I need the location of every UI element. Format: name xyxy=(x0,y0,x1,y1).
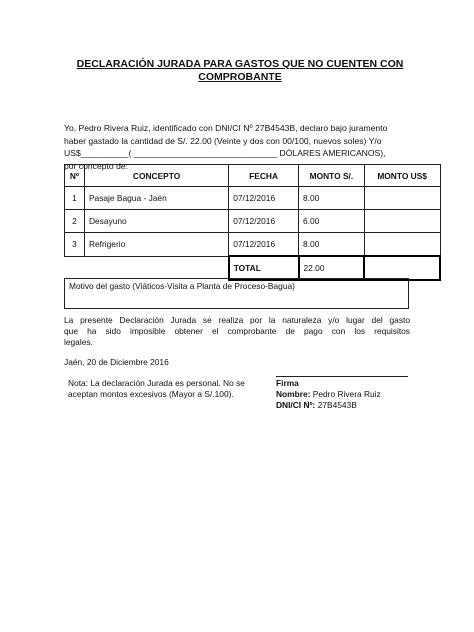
intro-line-2: haber gastado la cantidad de S/. 22.00 (Veinte y dos con 00/100, nuevos soles) Y/o xyxy=(64,135,382,146)
row-num: 2 xyxy=(65,210,85,233)
row-fecha: 07/12/2016 xyxy=(229,233,299,257)
firma-label: Firma xyxy=(276,378,299,388)
intro-line-3: US$__________( ______________________________ DÓLARES AMERICANOS), xyxy=(64,148,386,158)
nota-line-1: Nota: La declaración Jurada es personal. No se xyxy=(68,378,245,388)
total-blank xyxy=(65,256,85,280)
nota-line-2: aceptan montos excesivos (Mayor a S/.100). xyxy=(68,389,234,399)
nombre-label: Nombre: xyxy=(276,389,311,399)
row-concepto: Refrigerio xyxy=(84,233,228,257)
header-monto-usd: MONTO US$ xyxy=(364,165,440,187)
row-monto-soles: 6.00 xyxy=(299,210,365,233)
row-concepto: Pasaje Bagua - Jaén xyxy=(84,187,228,210)
presente-line-2: que ha sido imposible obtener el comprobante de pago con los requisitos xyxy=(64,326,410,336)
table-row xyxy=(65,210,441,233)
presente-paragraph xyxy=(64,315,410,348)
total-blank xyxy=(84,256,228,280)
header-monto-soles: MONTO S/. xyxy=(299,165,365,187)
row-num: 3 xyxy=(65,233,85,257)
intro-line-1: Yo, Pedro Rivera Ruiz, identificado con DNI/CI Nº 27B4543B, declaro bajo juramento xyxy=(64,123,388,133)
row-concepto: Desayuno xyxy=(84,210,228,233)
table-total-row xyxy=(65,256,441,280)
document-title xyxy=(60,58,420,84)
dni-value: 27B4543B xyxy=(317,400,357,410)
row-monto-usd xyxy=(364,210,440,233)
place-date: Jaén, 20 de Diciembre 2016 xyxy=(64,357,169,367)
presente-line-1: La presente Declaración Jurada se realiza por la naturaleza y/o lugar del gasto xyxy=(64,315,410,325)
dni-label: DNI/CI Nº: xyxy=(276,400,316,410)
row-fecha: 07/12/2016 xyxy=(229,187,299,210)
total-label: TOTAL xyxy=(229,256,299,280)
table-row xyxy=(65,187,441,210)
nota-block xyxy=(68,378,268,400)
row-fecha: 07/12/2016 xyxy=(229,210,299,233)
table-row xyxy=(65,233,441,257)
row-monto-soles: 8.00 xyxy=(299,233,365,257)
row-monto-soles: 8.00 xyxy=(299,187,365,210)
total-value: 22.00 xyxy=(299,256,365,280)
signature-block xyxy=(276,378,381,411)
header-num: Nº xyxy=(65,165,85,187)
intro-line-4: por concepto de: xyxy=(64,160,129,171)
header-fecha: FECHA xyxy=(229,165,299,187)
row-num: 1 xyxy=(65,187,85,210)
motivo-box: Motivo del gasto (Viáticos-Visita a Planta de Proceso-Bagua) xyxy=(64,278,409,309)
expense-table xyxy=(64,164,441,281)
table-header-row xyxy=(65,165,441,187)
signature-line xyxy=(276,376,408,377)
nombre-value: Pedro Rivera Ruiz xyxy=(312,389,381,399)
row-monto-usd xyxy=(364,233,440,257)
total-usd xyxy=(364,256,440,280)
title-line-1: DECLARACIÓN JURADA PARA GASTOS QUE NO CUENTEN CON xyxy=(76,58,404,70)
row-monto-usd xyxy=(364,187,440,210)
header-concepto: CONCEPTO xyxy=(84,165,228,187)
title-line-2: COMPROBANTE xyxy=(198,71,282,83)
presente-line-3: legales. xyxy=(64,337,93,347)
